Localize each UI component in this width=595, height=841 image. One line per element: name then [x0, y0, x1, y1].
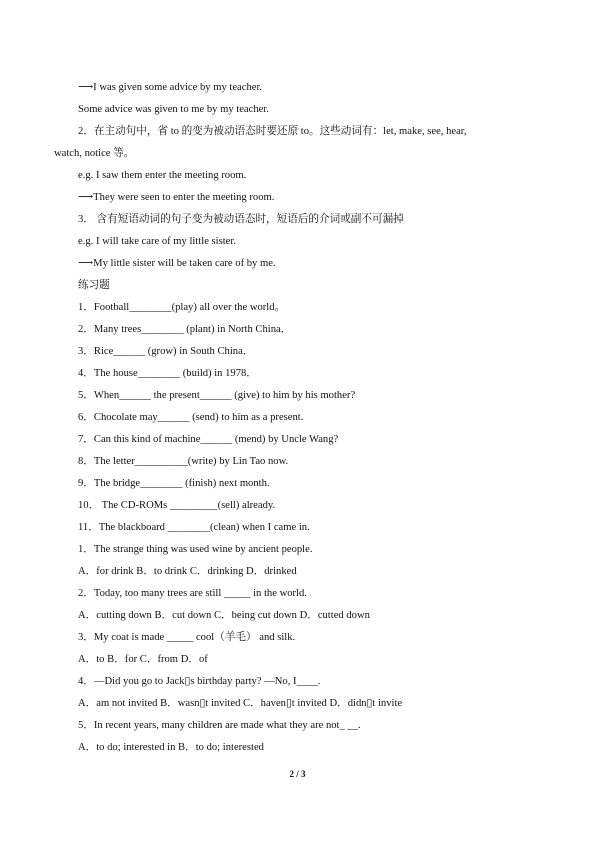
question: 3．My coat is made _____ cool（羊毛） and silk. [78, 632, 296, 643]
exercise-item: 1．Football________(play) all over the world。 [78, 302, 286, 313]
exercise-item: 4．The house________ (build) in 1978． [78, 368, 257, 379]
text-line: ⟶I was given some advice by my teacher. [78, 82, 263, 93]
text-line: watch, notice 等。 [54, 148, 135, 159]
text-line: 2．在主动句中，省 to 的变为被动语态时要还原 to。这些动词有：let, make, see, hear, [78, 126, 467, 137]
question: 1．The strange thing was used wine by ancient people. [78, 544, 313, 555]
answer-options: A．for drink B．to drink C．drinking D．drinked [78, 566, 297, 577]
exercise-item: 6．Chocolate may______ (send) to him as a present. [78, 412, 304, 423]
text-line: e.g. I will take care of my little sister. [78, 236, 236, 247]
text-line: 3． 含有短语动词的句子变为被动语态时，短语后的介词或副不可漏掉 [78, 214, 404, 225]
exercise-item: 10． The CD-ROMs _________(sell) already. [78, 500, 276, 511]
question: 4．—Did you go to Jack▯s birthday party? —No, I____. [78, 676, 321, 687]
answer-options: A．am not invited B．wasn▯t invited C．haven▯t invited D．didn▯t invite [78, 698, 403, 709]
section-heading: 练习题 [78, 280, 110, 291]
text-line: ⟶My little sister will be taken care of by me. [78, 258, 276, 269]
text-line: e.g. I saw them enter the meeting room. [78, 170, 247, 181]
exercise-item: 3．Rice______ (grow) in South China． [78, 346, 254, 357]
text-line: Some advice was given to me by my teacher. [78, 104, 269, 115]
question: 5．In recent years, many children are made what they are not_ __. [78, 720, 361, 731]
answer-options: A．to do; interested in B．to do; interested [78, 742, 264, 753]
exercise-item: 7．Can this kind of machine______ (mend) by Uncle Wang? [78, 434, 339, 445]
exercise-item: 2．Many trees________ (plant) in North China． [78, 324, 292, 335]
question: 2．Today, too many trees are still _____ in the world. [78, 588, 307, 599]
exercise-item: 11．The blackboard ________(clean) when I came in. [78, 522, 310, 533]
exercise-item: 5．When______ the present______ (give) to him by his mother? [78, 390, 356, 401]
exercise-item: 8．The letter__________(write) by Lin Tao now. [78, 456, 289, 467]
exercise-item: 9．The bridge________ (finish) next month. [78, 478, 270, 489]
answer-options: A．cutting down B．cut down C．being cut down D．cutted down [78, 610, 370, 621]
text-line: ⟶They were seen to enter the meeting room. [78, 192, 275, 203]
page-number: 2 / 3 [289, 769, 306, 779]
answer-options: A．to B．for C．from D．of [78, 654, 208, 665]
